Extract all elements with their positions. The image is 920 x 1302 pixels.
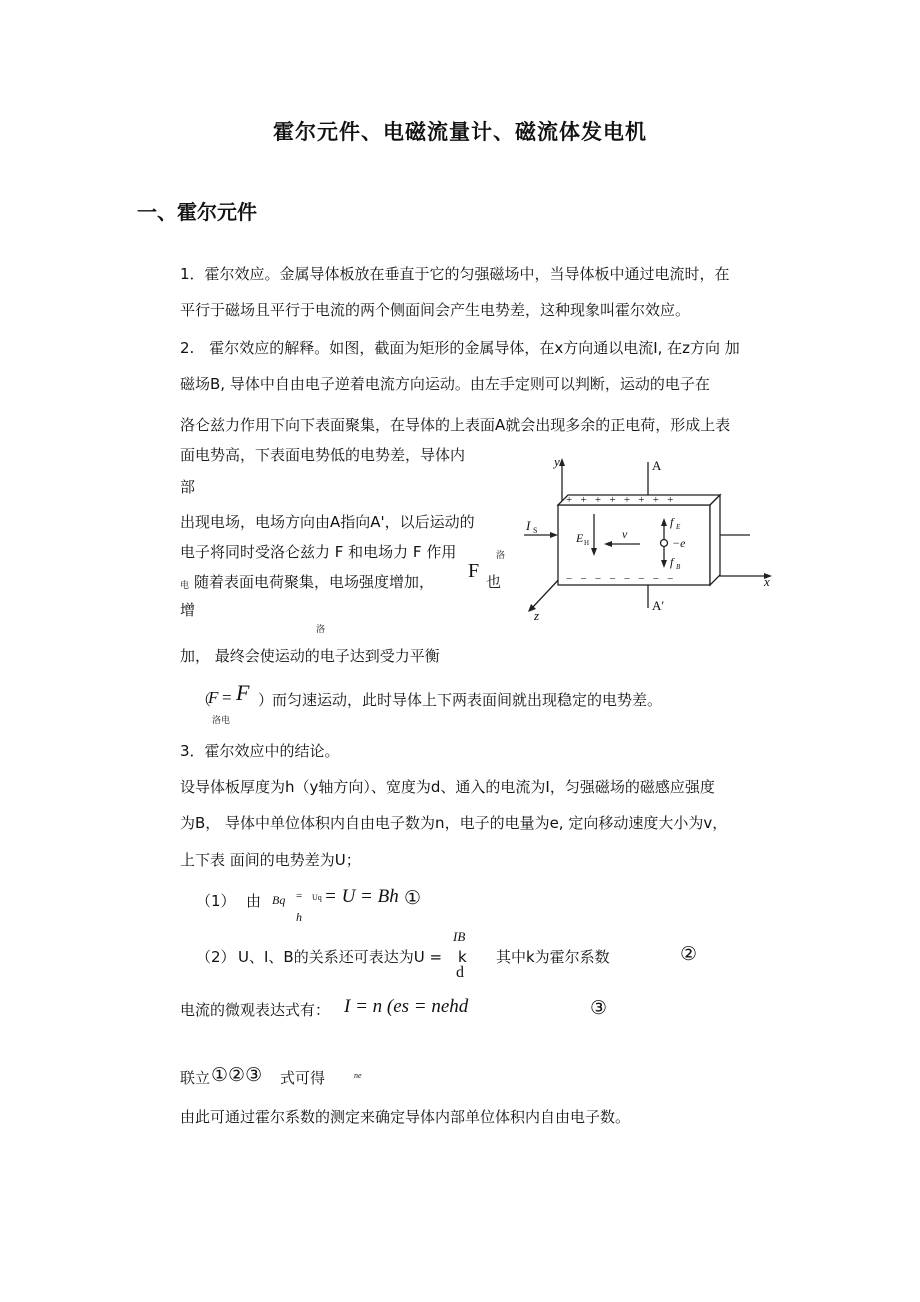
item2-line4: 面电势高，下表面电势低的电势差，导体内 bbox=[180, 446, 466, 464]
label-z: z bbox=[534, 608, 540, 623]
item1-line2: 平行于磁场且平行于电流的两个侧面间会产生电势差，这种现象叫霍尔效应。 bbox=[180, 301, 691, 319]
item2-line10: 加， 最终会使运动的电子达到受力平衡 bbox=[180, 647, 440, 665]
combine-after: 式可得 bbox=[280, 1069, 326, 1087]
item2-line6: 出现电场，电场方向由A指向A'，以后运动的 bbox=[180, 513, 475, 531]
electron-dot bbox=[661, 540, 668, 547]
subscript-dian: 电 bbox=[180, 581, 190, 591]
formula3-math: I = n (es = nehd bbox=[344, 996, 469, 1017]
label-minus-charges: − − − − − − − − bbox=[566, 573, 674, 585]
combine-text: 联立 bbox=[180, 1069, 211, 1087]
label-Is-sub: S bbox=[533, 526, 538, 535]
big-F: F bbox=[468, 560, 480, 582]
label-fB-sub: B bbox=[676, 563, 681, 571]
circled-3: ③ bbox=[590, 997, 608, 1019]
formula2-after: 其中k为霍尔系数 bbox=[496, 948, 610, 966]
item3-line1: 3．霍尔效应中的结论。 bbox=[180, 742, 340, 760]
label-fE: f bbox=[670, 515, 674, 529]
label-A-prime: A′ bbox=[652, 598, 665, 613]
section-heading: 一、霍尔元件 bbox=[137, 200, 257, 224]
formula1-you: 由 bbox=[246, 892, 262, 910]
circled-2: ② bbox=[680, 943, 698, 965]
label-plus-charges: + + + + + + + + bbox=[566, 494, 674, 506]
circled-1: ① bbox=[404, 887, 422, 909]
formula2-text: U、I、B的关系还可表达为U = bbox=[238, 948, 443, 966]
item3-line3: 为B， 导体中单位体积内自由电子数为n，电子的电量为e, 定向移动速度大小为v， bbox=[180, 814, 728, 832]
eq-F-dian: F bbox=[236, 680, 250, 705]
formula2-k: k bbox=[458, 948, 467, 966]
item2-line3: 洛仑兹力作用下向下表面聚集，在导体的上表面A就会出现多余的正电荷，形成上表 bbox=[180, 416, 731, 434]
conductor-side bbox=[710, 495, 720, 585]
formula2-d: d bbox=[456, 964, 464, 981]
label-e: −e bbox=[672, 536, 686, 550]
item3-line2: 设导体板厚度为h（y轴方向）、宽度为d、通入的电流为I，匀强磁场的磁感应强度 bbox=[180, 778, 715, 796]
label-y: y bbox=[554, 454, 560, 469]
item2-line8-end: 也 bbox=[486, 573, 502, 591]
combine-circles: ①②③ bbox=[211, 1064, 263, 1086]
formula1-main: = U = Bh bbox=[324, 886, 399, 907]
eq-paren-left: （ bbox=[196, 691, 212, 709]
item2-line2: 磁场B, 导体中自由电子逆着电流方向运动。由左手定则可以判断，运动的电子在 bbox=[180, 375, 710, 393]
hall-effect-diagram bbox=[514, 450, 784, 625]
subscript-luo: 洛 bbox=[496, 551, 506, 561]
item1-line1: 1．霍尔效应。金属导体板放在垂直于它的匀强磁场中，当导体板中通过电流时，在 bbox=[180, 265, 730, 283]
formula1-eq: = bbox=[296, 890, 303, 902]
item2-line9: 增 bbox=[180, 601, 196, 619]
formula2-label: （2） bbox=[196, 948, 236, 966]
item2-line5: 部 bbox=[180, 478, 196, 496]
label-fB: f bbox=[670, 555, 674, 569]
formula2-IB: IB bbox=[453, 929, 466, 944]
current-arrow bbox=[550, 532, 558, 538]
eq-F-luo: F bbox=[208, 688, 219, 707]
y-axis-arrow bbox=[559, 458, 565, 466]
formula1-Uq: Uq bbox=[312, 893, 322, 902]
formula1-label: （1） bbox=[196, 892, 236, 910]
item2-line8: 随着表面电荷聚集，电场强度增加， bbox=[194, 573, 435, 591]
label-A: A bbox=[652, 458, 662, 473]
label-x: x bbox=[764, 574, 770, 589]
label-Is: I bbox=[526, 518, 531, 533]
conclusion-line: 由此可通过霍尔系数的测定来确定导体内部单位体积内自由电子数。 bbox=[180, 1108, 631, 1126]
eq-subscripts: 洛电 bbox=[212, 716, 231, 726]
combine-ne: ne bbox=[354, 1071, 362, 1080]
label-EH-sub: H bbox=[584, 539, 590, 547]
label-EH: E bbox=[576, 531, 584, 545]
item2-line1: 2. 霍尔效应的解释。如图，截面为矩形的金属导体，在x方向通以电流I, 在z方向 加 bbox=[180, 339, 740, 357]
label-v: v bbox=[622, 527, 628, 541]
item3-line4: 上下表 面间的电势差为U； bbox=[180, 851, 361, 869]
formula3-text: 电流的微观表达式有： bbox=[180, 1001, 331, 1019]
item2-line7: 电子将同时受洛仑兹力 F 和电场力 F 作用 bbox=[180, 543, 457, 561]
label-fE-sub: E bbox=[676, 523, 681, 531]
eq-equals: = bbox=[222, 688, 232, 707]
subscript-luo-2: 洛 bbox=[316, 625, 326, 635]
item2-line11: 而匀速运动，此时导体上下两表面间就出现稳定的电势差。 bbox=[272, 691, 663, 709]
eq-paren-right: ） bbox=[258, 691, 274, 709]
formula1-h: h bbox=[296, 910, 302, 924]
formula1-Bq: Bq bbox=[272, 893, 286, 907]
page-title: 霍尔元件、电磁流量计、磁流体发电机 bbox=[273, 120, 647, 144]
